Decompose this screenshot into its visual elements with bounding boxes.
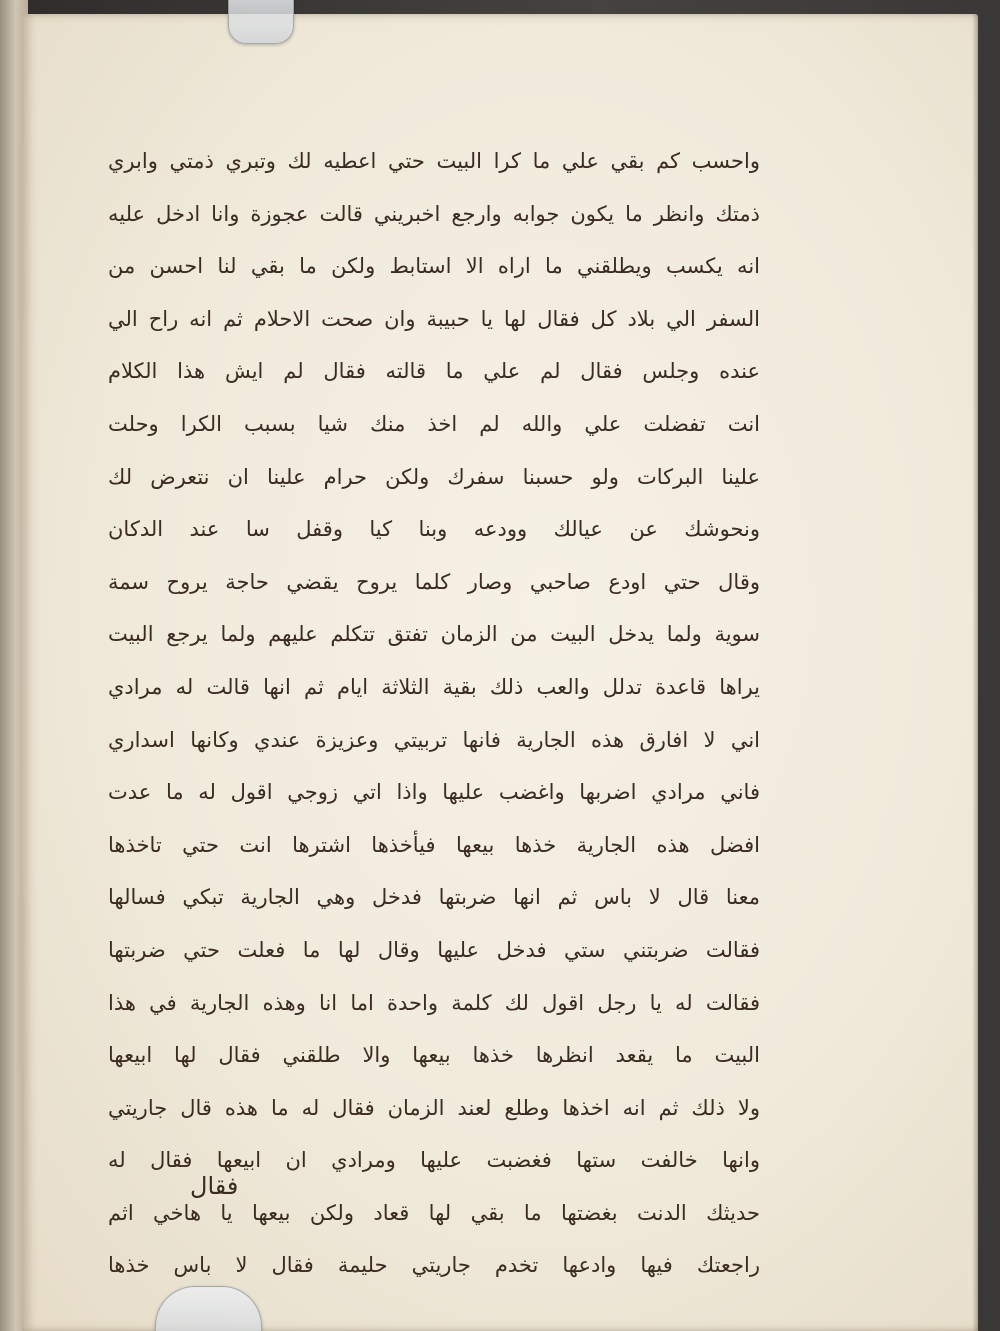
manuscript-line: افضل هذه الجارية خذها بيعها فيأخذها اشترها انت حتي تاخذها xyxy=(108,832,760,857)
manuscript-line: حديثك الدنت بغضتها ما بقي لها قعاد ولكن بيعها يا هاخي اثم xyxy=(108,1200,760,1225)
manuscript-line: فقالت له يا رجل اقول لك كلمة واحدة اما انا وهذه الجارية في هذا xyxy=(108,990,760,1015)
page-edge-shadow xyxy=(972,14,978,1331)
manuscript-line: راجعتك فيها وادعها تخدم جاريتي حليمة فقال لا باس خذها xyxy=(108,1253,760,1278)
manuscript-text-block xyxy=(108,135,760,1278)
manuscript-line: ذمتك وانظر ما يكون جوابه وارجع اخبريني قالت عجوزة وانا ادخل عليه xyxy=(108,201,760,226)
manuscript-line: معنا قال لا باس ثم انها ضربتها فدخل وهي الجارية تبكي فسالها xyxy=(108,885,760,910)
manuscript-line: يراها قاعدة تدلل والعب ذلك بقية الثلاثة ايام ثم انها قالت له مرادي xyxy=(108,674,760,699)
manuscript-line: البيت ما يقعد انظرها خذها بيعها والا طلقني فقال لها ابيعها xyxy=(108,1043,760,1068)
manuscript-line: اني لا افارق هذه الجارية فانها تربيتي وعزيزة عندي وكانها اسداري xyxy=(108,727,760,752)
manuscript-line: وانها خالفت ستها فغضبت عليها ومرادي ان ابيعها فقال له xyxy=(108,1148,760,1173)
manuscript-line: عنده وجلس فقال لم علي ما قالته فقال لم ايش هذا الكلام xyxy=(108,359,760,384)
manuscript-line: علينا البركات ولو حسبنا سفرك ولكن حرام علينا ان نتعرض لك xyxy=(108,464,760,489)
manuscript-line: وقال حتي اودع صاحبي وصار كلما يروح يقضي حاجة يروح سمة xyxy=(108,569,760,594)
manuscript-line: السفر الي بلاد كل فقال لها يا حبيبة وان صحت الاحلام ثم انه راح الي xyxy=(108,306,760,331)
manuscript-line: واحسب كم بقي علي ما كرا البيت حتي اعطيه لك وتبري ذمتي وابري xyxy=(108,149,760,173)
manuscript-line: انت تفضلت علي والله لم اخذ منك شيا بسبب الكرا وحلت xyxy=(108,411,760,436)
manuscript-line: انه يكسب ويطلقني ما اراه الا استابط ولكن ما بقي لنا احسن من xyxy=(108,254,760,279)
manuscript-line: فاني مرادي اضربها واغضب عليها واذا اتي زوجي اقول له ما عدت xyxy=(108,780,760,805)
manuscript-line: ولا ذلك ثم انه اخذها وطلع لعند الزمان فقال له ما هذه قال جاريتي xyxy=(108,1095,760,1120)
binding-clip-top xyxy=(228,0,294,44)
manuscript-line: ونحوشك عن عيالك وودعه وبنا كيا وقفل سا عند الدكان xyxy=(108,517,760,542)
manuscript-line: فقالت ضربتني ستي فدخل عليها وقال لها ما فعلت حتي ضربتها xyxy=(108,937,760,962)
manuscript-line: سوية ولما يدخل البيت من الزمان تفتق تتكلم عليهم ولما يرجع البيت xyxy=(108,622,760,647)
catchword: فقال xyxy=(190,1172,239,1200)
